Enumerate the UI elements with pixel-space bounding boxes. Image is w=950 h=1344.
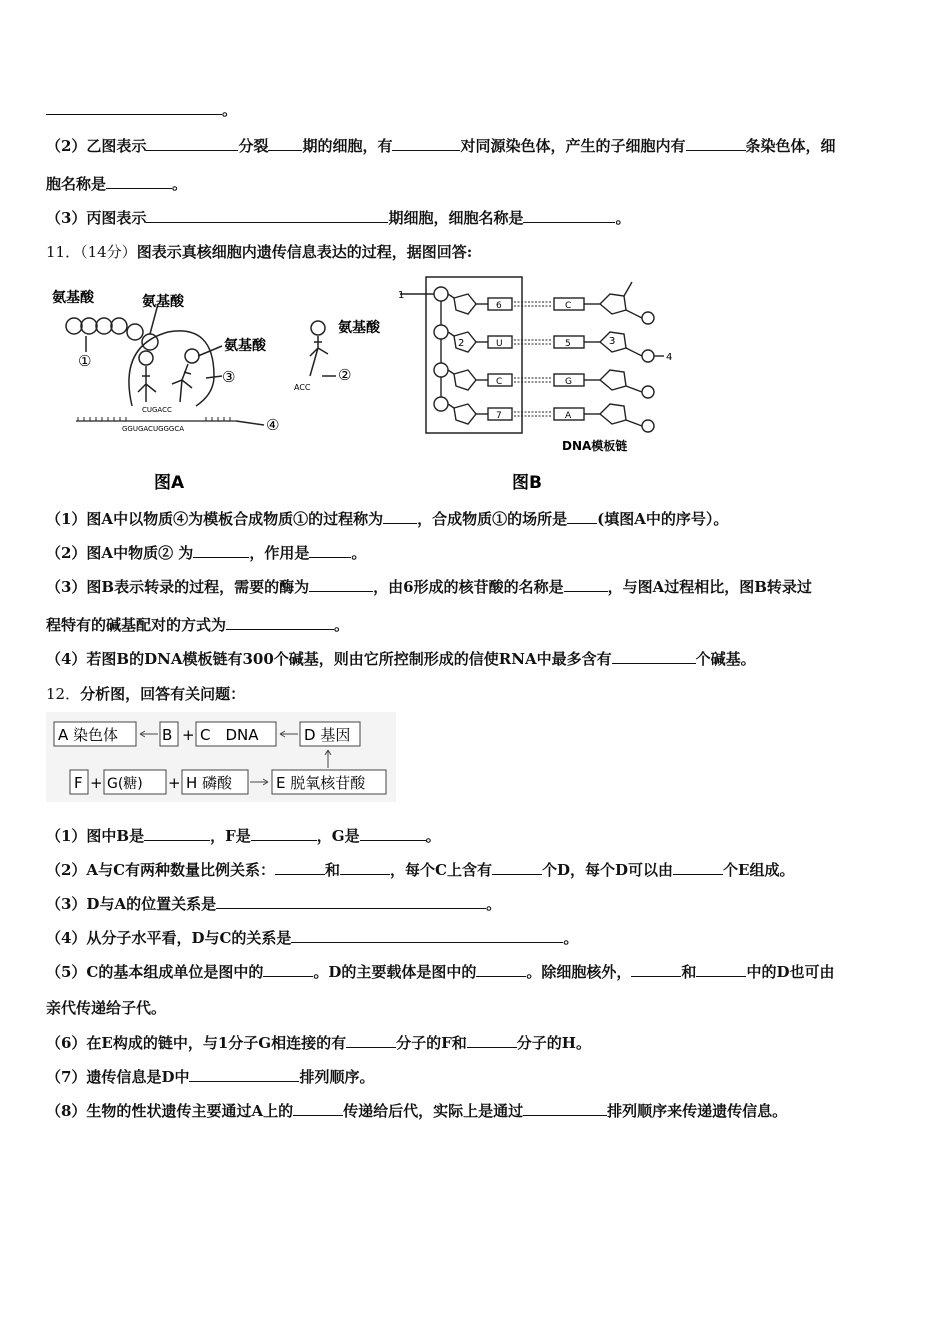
figure-a-caption: 图A xyxy=(154,473,185,493)
answer-blank[interactable] xyxy=(523,208,615,223)
answer-blank[interactable] xyxy=(189,1067,299,1082)
q10-part3: （3）丙图表示 期细胞，细胞名称是 。 xyxy=(46,209,631,227)
node-dna: C DNA xyxy=(200,726,259,744)
answer-blank[interactable] xyxy=(309,577,373,592)
answer-blank[interactable] xyxy=(567,509,597,524)
label-amino-acid: 氨基酸 xyxy=(224,338,266,354)
q11-part3-cont: 程特有的碱基配对的方式为 。 xyxy=(46,616,350,634)
figure-a-trna xyxy=(288,306,408,406)
answer-blank[interactable] xyxy=(631,962,681,977)
label-amino-acid: 氨基酸 xyxy=(52,290,94,306)
answer-blank[interactable] xyxy=(673,860,723,875)
base-label: C xyxy=(496,377,503,387)
q10-blank-line: 。 xyxy=(46,100,237,120)
q11-stem: 11．（14分）图表示真核细胞内遗传信息表达的过程，据图回答: xyxy=(46,243,473,261)
q12-part7: （7）遗传信息是D中 排列顺序。 xyxy=(46,1068,375,1086)
q11-part3: （3）图B表示转录的过程，需要的酶为 ，由6形成的核苷酸的名称是 ，与图A过程相比，图B转录过 xyxy=(46,578,812,596)
label-amino-acid: 氨基酸 xyxy=(338,320,380,336)
answer-blank[interactable] xyxy=(146,208,388,223)
base-label: U xyxy=(496,339,503,349)
answer-blank[interactable] xyxy=(251,826,317,841)
node-gene: D 基因 xyxy=(304,726,351,744)
answer-blank[interactable] xyxy=(523,1101,607,1116)
q12-part5: （5）C的基本组成单位是图中的 。D的主要载体是图中的 。除细胞核外， 和 中的D也可由 xyxy=(46,963,835,981)
answer-blank[interactable] xyxy=(146,136,238,151)
q12-part8: （8）生物的性状遗传主要通过A上的 传递给后代，实际上是通过 排列顺序来传递遗传信息。 xyxy=(46,1102,788,1120)
base-label: A xyxy=(565,411,572,421)
figure-a-translation xyxy=(46,276,296,498)
answer-blank[interactable] xyxy=(476,962,526,977)
base-label: 5 xyxy=(565,339,571,349)
answer-blank[interactable] xyxy=(383,509,417,524)
plus-sign: + xyxy=(90,774,103,792)
figure-b-label-2: 2 xyxy=(458,338,465,349)
base-label: 7 xyxy=(496,411,502,421)
node-deoxynucleotide: E 脱氧核苷酸 xyxy=(276,774,366,792)
answer-blank[interactable] xyxy=(46,100,222,115)
answer-blank[interactable] xyxy=(309,543,351,558)
marker-4: ④ xyxy=(266,416,280,434)
node-f: F xyxy=(74,774,83,792)
q12-part1: （1）图中B是 ，F是 ，G是 。 xyxy=(46,827,441,845)
q11-part4: （4）若图B的DNA模板链有300个碱基，则由它所控制形成的信使RNA中最多含有 个碱基。 xyxy=(46,650,756,668)
answer-blank[interactable] xyxy=(612,649,696,664)
marker-1: ① xyxy=(78,352,92,370)
plus-sign: + xyxy=(182,726,195,744)
answer-blank[interactable] xyxy=(340,860,390,875)
q10-part2-cont: 胞名称是 。 xyxy=(46,175,188,193)
base-label: 6 xyxy=(496,301,502,311)
anticodon-label: ACC xyxy=(294,383,311,392)
answer-blank[interactable] xyxy=(275,860,325,875)
marker-3: ③ xyxy=(222,368,236,386)
codon-label: CUGACC xyxy=(142,406,172,414)
q10-part2: （2）乙图表示 分裂 期的细胞，有 对同源染色体，产生的子细胞内有 条染色体，细 xyxy=(46,137,836,155)
figure-b-caption: 图B xyxy=(512,473,542,493)
answer-blank[interactable] xyxy=(144,826,210,841)
q12-part2: （2）A与C有两种数量比例关系： 和 ，每个C上含有 个D，每个D可以由 个E组成。 xyxy=(46,861,795,879)
base-label: C xyxy=(565,301,572,311)
node-sugar: G(糖) xyxy=(107,776,143,792)
answer-blank[interactable] xyxy=(263,962,313,977)
answer-blank[interactable] xyxy=(686,136,746,151)
q12-part6: （6）在E构成的链中，与1分子G相连接的有 分子的F和 分子的H。 xyxy=(46,1034,591,1052)
base-label: G xyxy=(565,377,572,387)
q12-part3: （3）D与A的位置关系是 。 xyxy=(46,895,502,913)
answer-blank[interactable] xyxy=(226,615,334,630)
answer-blank[interactable] xyxy=(696,962,746,977)
answer-blank[interactable] xyxy=(268,136,302,151)
figure-b-label-3: 3 xyxy=(609,336,616,347)
q12-part4: （4）从分子水平看，D与C的关系是 。 xyxy=(46,929,579,947)
dna-template-label: DNA模板链 xyxy=(562,439,628,453)
answer-blank[interactable] xyxy=(564,577,608,592)
q11-part1: （1）图A中以物质④为模板合成物质①的过程称为 ，合成物质①的场所是 (填图A中的序号）。 xyxy=(46,510,729,528)
answer-blank[interactable] xyxy=(216,894,486,909)
marker-2: ② xyxy=(338,366,352,384)
q12-stem: 12．分析图，回答有关问题： xyxy=(46,685,246,703)
figure-b-label-4: 4 xyxy=(666,352,673,363)
answer-blank[interactable] xyxy=(467,1033,517,1048)
answer-blank[interactable] xyxy=(293,1101,343,1116)
answer-blank[interactable] xyxy=(492,860,542,875)
answer-blank[interactable] xyxy=(106,174,172,189)
answer-blank[interactable] xyxy=(360,826,426,841)
label-amino-acid: 氨基酸 xyxy=(142,294,184,310)
figure-b-transcription xyxy=(396,272,678,500)
figure-b-label-1: 1 xyxy=(398,290,405,301)
mrna-sequence: GGUGACUGGGCA xyxy=(122,425,185,433)
answer-blank[interactable] xyxy=(291,928,563,943)
answer-blank[interactable] xyxy=(392,136,460,151)
answer-blank[interactable] xyxy=(346,1033,396,1048)
node-phosphate: H 磷酸 xyxy=(186,774,233,792)
q12-part5-cont: 亲代传递给子代。 xyxy=(46,999,167,1017)
node-b: B xyxy=(162,726,173,744)
q11-part2: （2）图A中物质② 为 ，作用是 。 xyxy=(46,544,367,562)
plus-sign: + xyxy=(168,774,181,792)
answer-blank[interactable] xyxy=(193,543,249,558)
node-chromosome: A 染色体 xyxy=(58,726,119,744)
figure-gene-concept-map xyxy=(46,712,406,802)
